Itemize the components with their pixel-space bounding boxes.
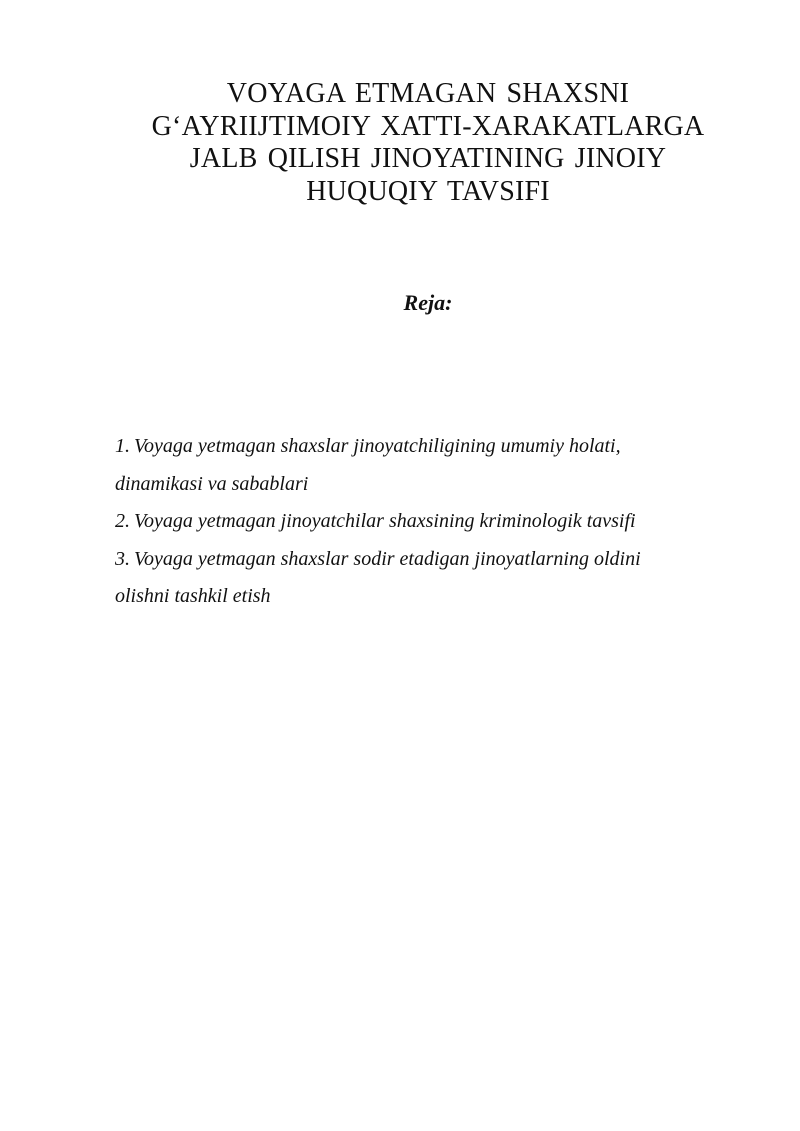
plan-item-text: Voyaga yetmagan shaxslar jinoyatchiligining umumiy holati, bbox=[134, 435, 621, 457]
plan-list bbox=[115, 428, 755, 616]
plan-item bbox=[115, 503, 755, 541]
title-line: VOYAGA ETMAGAN SHAXSNI bbox=[226, 78, 630, 109]
plan-item-text: Voyaga yetmagan jinoyatchilar shaxsining kriminologik tavsifi bbox=[134, 510, 636, 532]
plan-item-number: 1. bbox=[115, 435, 130, 457]
title-line: G‘AYRIIJTIMOIY XATTI-XARAKATLARGA bbox=[151, 110, 705, 142]
plan-item-text: dinamikasi va sabablari bbox=[115, 472, 309, 495]
document-title bbox=[110, 78, 746, 208]
plan-heading: Reja: bbox=[403, 290, 453, 315]
plan-item bbox=[115, 541, 755, 579]
plan-item-continuation bbox=[115, 578, 755, 616]
title-line: HUQUQIY TAVSIFI bbox=[306, 175, 550, 207]
plan-item-number: 3. bbox=[115, 547, 130, 570]
plan-item-number: 2. bbox=[115, 510, 130, 532]
plan-item bbox=[115, 428, 755, 466]
plan-item-continuation bbox=[115, 466, 755, 504]
plan-item-text: Voyaga yetmagan shaxslar sodir etadigan jinoyatlarning oldini bbox=[134, 547, 641, 570]
title-line: JALB QILISH JINOYATINING JINOIY bbox=[189, 143, 667, 174]
plan-item-text: olishni tashkil etish bbox=[115, 585, 271, 607]
